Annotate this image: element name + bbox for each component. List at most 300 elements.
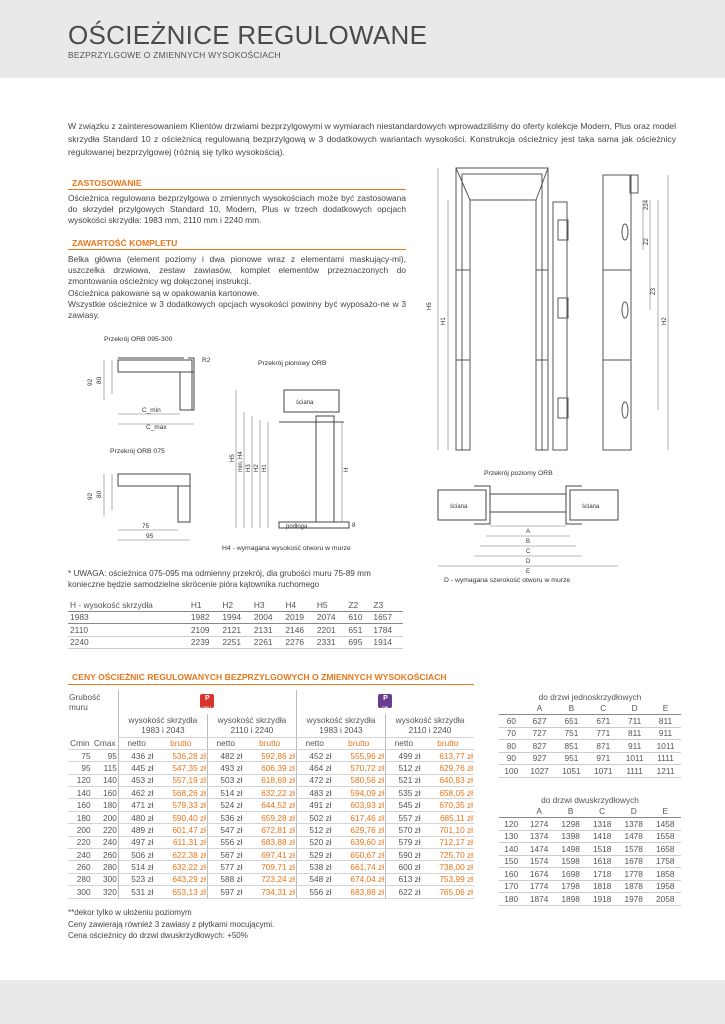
- header-cell: H4: [283, 599, 315, 611]
- dim-z3-label: Z3: [651, 287, 657, 295]
- pionowy-drawing: [224, 372, 364, 542]
- table-cell: 503 zł: [208, 774, 244, 786]
- table-header-row: [68, 690, 474, 714]
- table-cell: 590 zł: [386, 849, 422, 861]
- orb075-drawing: [84, 460, 204, 545]
- table-cell: 436 zł: [118, 749, 154, 761]
- table-cell: 1818: [586, 880, 618, 893]
- table-row: [68, 836, 474, 848]
- table-cell: 613,77 zł: [422, 749, 474, 761]
- netto-header: netto: [118, 737, 154, 749]
- brutto-header: brutto: [333, 737, 386, 749]
- dim-c-label: C: [526, 549, 531, 555]
- table-cell: 674,04 zł: [333, 873, 386, 885]
- dim-a-label: A: [526, 529, 531, 535]
- h4-caption: H4 - wymagana wysokość otworu w murze: [222, 545, 351, 552]
- table-row: [68, 799, 474, 811]
- table-cell: 2019: [283, 611, 315, 624]
- table-cell: 2331: [315, 636, 347, 649]
- table-cell: 1051: [556, 765, 588, 778]
- single-door-table: [499, 691, 681, 778]
- header-cell: C: [586, 806, 618, 818]
- table-cell: 2276: [283, 636, 315, 649]
- table-cell: 506 zł: [118, 849, 154, 861]
- dim-80b-label: 80: [96, 490, 103, 498]
- table-cell: 1958: [649, 880, 681, 893]
- table-cell: 671: [587, 715, 619, 728]
- table-row: [68, 774, 474, 786]
- table-cell: 557 zł: [386, 811, 422, 823]
- table-cell: 2109: [189, 624, 221, 637]
- table-header-row: [68, 714, 474, 737]
- table-cell: 1474: [523, 843, 555, 856]
- note-line: **dekor tylko w ułożeniu poziomym: [68, 908, 192, 917]
- table-cell: 512 zł: [296, 824, 332, 836]
- table-cell: 751: [556, 727, 588, 740]
- table-cell: 1657: [371, 611, 403, 624]
- table-cell: 100: [499, 765, 524, 778]
- table-cell: 536,28 zł: [154, 749, 207, 761]
- dim-92b-label: 92: [87, 492, 94, 500]
- table-cell: 712,17 zł: [422, 836, 474, 848]
- wys2-header: wysokość skrzydła 2110 i 2240: [386, 714, 474, 737]
- table-cell: 523 zł: [118, 873, 154, 885]
- table-cell: 643,29 zł: [154, 873, 207, 885]
- page-subtitle: BEZPRZYLGOWE O ZMIENNYCH WYSOKOŚCIACH: [68, 50, 281, 60]
- cmax-header: Cmax: [92, 737, 119, 749]
- table-cell: 594,09 zł: [333, 787, 386, 799]
- table-cell: 493 zł: [208, 762, 244, 774]
- table-title-row: [499, 794, 681, 806]
- header-cell: H - wysokość skrzydła: [68, 599, 189, 611]
- table-cell: 115: [92, 762, 119, 774]
- intro-text: W związku z zainteresowaniem Klientów drzwiami bezprzylgowymi w wymiarach niestandardowych wprowadziliśmy do oferty kolekcje Modern, Plus oraz model skrzydła Standard 10 z ościeżnicą regulowaną bezprzylgową w 3 dodatkowych wariantach wysokości. Konstrukcja ościeżnicy jest taka sama jak ościeżnicy regulowanej bezprzylgowej (różnią się tylko wysokością).: [68, 121, 676, 157]
- table-row: [68, 762, 474, 774]
- dim-z2-label: Z2: [644, 237, 650, 245]
- table-cell: 1111: [619, 765, 650, 778]
- table-cell: 695: [346, 636, 371, 649]
- table-cell: 2131: [252, 624, 284, 637]
- double-door-table: [499, 794, 681, 906]
- dim-b-label: B: [526, 539, 531, 545]
- table-cell: 590,40 zł: [154, 811, 207, 823]
- dim-80-label: 80: [96, 376, 103, 384]
- table-header-row: [68, 737, 474, 749]
- table-cell: 640,83 zł: [422, 774, 474, 786]
- dim-95-label: 95: [146, 533, 154, 540]
- header-cell: D: [619, 703, 650, 715]
- table-cell: 2240: [68, 636, 189, 649]
- table-cell: 811: [619, 727, 650, 740]
- table-cell: 632,22 zł: [154, 861, 207, 873]
- h-sciana-left: ściana: [450, 504, 468, 510]
- table-cell: 1674: [523, 868, 555, 881]
- table-cell: 613 zł: [386, 873, 422, 885]
- table-cell: 491 zł: [296, 799, 332, 811]
- table-cell: 2201: [315, 624, 347, 637]
- cell-badge-icon: P CELL: [202, 694, 213, 710]
- table-cell: 499 zł: [386, 749, 422, 761]
- table-cell: 170: [499, 880, 523, 893]
- table-cell: 579 zł: [386, 836, 422, 848]
- table-row: [499, 855, 681, 868]
- table-cell: 160: [92, 787, 119, 799]
- table-cell: 531 zł: [118, 886, 154, 898]
- table-cell: 725,70 zł: [422, 849, 474, 861]
- table-cell: 1518: [586, 843, 618, 856]
- table-cell: 629,76 zł: [333, 824, 386, 836]
- double-door-body: [499, 818, 681, 906]
- table-cell: 489 zł: [118, 824, 154, 836]
- table-cell: 452 zł: [296, 749, 332, 761]
- table-cell: 2074: [315, 611, 347, 624]
- uwaga-note: * UWAGA: ościeżnica 075-095 ma odmienny przekrój, dla grubości muru 75-89 mm konieczne będzie samodzielne skrócenie piórа kątownika ruchomego: [68, 569, 371, 589]
- table-cell: 1983: [68, 611, 189, 624]
- table-cell: 723,24 zł: [244, 873, 297, 885]
- dim-d-label: D: [526, 559, 531, 565]
- table-cell: 1011: [650, 740, 681, 753]
- table-cell: 2004: [252, 611, 284, 624]
- r2-label: R2: [202, 357, 211, 364]
- table-cell: 683,88 zł: [244, 836, 297, 848]
- price-table: [68, 690, 474, 899]
- price-table-body: [68, 749, 474, 898]
- table-cell: 70: [499, 727, 524, 740]
- v-h4-label: min. H4: [238, 451, 244, 472]
- header-cell: [499, 806, 523, 818]
- table-row: [68, 611, 403, 624]
- table-cell: 1874: [523, 893, 555, 906]
- table-cell: 520 zł: [296, 836, 332, 848]
- header-cell: Z2: [346, 599, 371, 611]
- table-cell: 462 zł: [118, 787, 154, 799]
- zastosowanie-heading: ZASTOSOWANIE: [72, 178, 142, 188]
- v-h-label: H: [344, 467, 350, 472]
- brutto-header: brutto: [244, 737, 297, 749]
- v-h3-label: H3: [246, 464, 252, 472]
- table-cell: 1578: [618, 843, 650, 856]
- height-table-body: [68, 611, 403, 649]
- table-cell: 548 zł: [296, 873, 332, 885]
- table-cell: 618,69 zł: [244, 774, 297, 786]
- wys1-header: wysokość skrzydła 1983 i 2043: [118, 714, 207, 737]
- table-cell: 622,38 zł: [154, 849, 207, 861]
- header-cell: [499, 703, 524, 715]
- table-cell: 2146: [283, 624, 315, 637]
- wys1-header: wysokość skrzydła 1983 i 2043: [296, 714, 385, 737]
- table-cell: 601,47 zł: [154, 824, 207, 836]
- orb095-label: Przekrój ORB 095-300: [104, 336, 173, 343]
- table-cell: 90: [499, 752, 524, 765]
- table-cell: 765,06 zł: [422, 886, 474, 898]
- netto-header: netto: [296, 737, 332, 749]
- page-title: OŚCIEŻNICE REGULOWANE: [68, 20, 428, 50]
- cmin-label: C_min: [142, 407, 161, 414]
- table-row: [68, 861, 474, 873]
- table-cell: 557,19 zł: [154, 774, 207, 786]
- table-row: [499, 727, 681, 740]
- single-door-body: [499, 715, 681, 778]
- table-cell: 60: [499, 715, 524, 728]
- table-cell: 180: [68, 811, 92, 823]
- table-cell: 1858: [649, 868, 681, 881]
- table-cell: 567 zł: [208, 849, 244, 861]
- table-cell: 661,74 zł: [333, 861, 386, 873]
- poziomy-drawing: [436, 482, 620, 577]
- table-cell: 577 zł: [208, 861, 244, 873]
- table-cell: 514 zł: [208, 787, 244, 799]
- table-cell: 1698: [555, 868, 587, 881]
- pionowy-label: Przekrój pionowy ORB: [258, 360, 327, 367]
- table-row: [68, 811, 474, 823]
- table-title-row: [499, 691, 681, 703]
- table-cell: 180: [499, 893, 523, 906]
- table-cell: 240: [68, 849, 92, 861]
- table-row: [68, 873, 474, 885]
- netto-header: netto: [208, 737, 244, 749]
- header-cell: B: [555, 806, 587, 818]
- zawartosc-line-1: Belka główna (element poziomy i dwa pionowe wraz z elementami maskujący-mi), uszczelka drzwiowa, zestaw zawiasów, komplet elementów przeznaczonych do zmontowania ościeżnicy wg dołączonej instrukcji.: [68, 254, 406, 287]
- table-cell: 1418: [586, 830, 618, 843]
- table-cell: 260: [68, 861, 92, 873]
- table-cell: 140: [92, 774, 119, 786]
- table-cell: 697,41 zł: [244, 849, 297, 861]
- table-cell: 320: [92, 886, 119, 898]
- table-row: [68, 886, 474, 898]
- table-cell: 240: [92, 836, 119, 848]
- zawartosc-line-3: Wszystkie ościeżnice w 3 dodatkowych opcjach wysokości powinny być wyposażo-ne w 3 zawiasy.: [68, 298, 406, 321]
- table-cell: 95: [92, 749, 119, 761]
- table-cell: 260: [92, 849, 119, 861]
- table-cell: 592,86 zł: [244, 749, 297, 761]
- table-cell: 727: [524, 727, 556, 740]
- table-title: do drzwi dwuskrzydłowych: [541, 794, 639, 805]
- table-cell: 120: [68, 774, 92, 786]
- table-row: [499, 880, 681, 893]
- prices-heading: CENY OŚCIEŻNIC REGULOWANYCH BEZPRZYLGOWYCH O ZMIENNYCH WYSOKOŚCIACH: [72, 672, 447, 682]
- table-cell: 610: [346, 611, 371, 624]
- cmax-label: C_max: [146, 424, 167, 431]
- table-cell: 580,56 zł: [333, 774, 386, 786]
- table-row: [68, 787, 474, 799]
- table-cell: 579,33 zł: [154, 799, 207, 811]
- table-cell: 529 zł: [296, 849, 332, 861]
- table-cell: 220: [92, 824, 119, 836]
- table-cell: 1758: [649, 855, 681, 868]
- table-cell: 160: [68, 799, 92, 811]
- table-cell: 570,72 zł: [333, 762, 386, 774]
- table-row: [499, 752, 681, 765]
- table-cell: 556 zł: [296, 886, 332, 898]
- table-cell: 472 zł: [296, 774, 332, 786]
- table-cell: 280: [68, 873, 92, 885]
- table-cell: 570 zł: [386, 824, 422, 836]
- header-cell: B: [556, 703, 588, 715]
- table-cell: 1298: [555, 818, 587, 831]
- table-cell: 927: [524, 752, 556, 765]
- table-cell: 653,13 zł: [154, 886, 207, 898]
- table-cell: 556 zł: [208, 836, 244, 848]
- table-cell: 120: [499, 818, 523, 831]
- table-cell: 711: [619, 715, 650, 728]
- header-cell: H3: [252, 599, 284, 611]
- table-cell: 1558: [649, 830, 681, 843]
- table-header-row: [68, 599, 403, 611]
- table-cell: 670,35 zł: [422, 799, 474, 811]
- table-cell: 1111: [650, 752, 681, 765]
- header-cell: E: [650, 703, 681, 715]
- table-cell: 1378: [618, 818, 650, 831]
- table-cell: 464 zł: [296, 762, 332, 774]
- table-cell: 524 zł: [208, 799, 244, 811]
- table-cell: 482 zł: [208, 749, 244, 761]
- table-cell: 1778: [618, 868, 650, 881]
- v-h2-label: H2: [254, 464, 260, 472]
- table-cell: 1784: [371, 624, 403, 637]
- table-cell: 1618: [586, 855, 618, 868]
- table-cell: 1498: [555, 843, 587, 856]
- table-cell: 911: [650, 727, 681, 740]
- orb095-drawing: [84, 350, 224, 435]
- header-cell: H5: [315, 599, 347, 611]
- table-cell: 683,88 zł: [333, 886, 386, 898]
- dim-e-label: E: [526, 569, 531, 575]
- table-cell: 535 zł: [386, 787, 422, 799]
- brutto-header: brutto: [422, 737, 474, 749]
- table-cell: 709,71 zł: [244, 861, 297, 873]
- v-h1-label: H1: [262, 464, 268, 472]
- table-cell: 771: [587, 727, 619, 740]
- page-header: [0, 0, 725, 78]
- table-cell: 588 zł: [208, 873, 244, 885]
- table-cell: 1274: [523, 818, 555, 831]
- table-cell: 1878: [618, 880, 650, 893]
- table-cell: 753,99 zł: [422, 873, 474, 885]
- grubosc-header: Grubość muru: [69, 692, 101, 712]
- table-cell: 1398: [555, 830, 587, 843]
- table-cell: 536 zł: [208, 811, 244, 823]
- dim-h1-label: H1: [441, 317, 447, 325]
- table-cell: 453 zł: [118, 774, 154, 786]
- table-cell: 622 zł: [386, 886, 422, 898]
- table-cell: 75: [68, 749, 92, 761]
- brutto-header: brutto: [154, 737, 207, 749]
- table-cell: 150: [499, 855, 523, 868]
- table-cell: 140: [499, 843, 523, 856]
- table-cell: 521 zł: [386, 774, 422, 786]
- table-row: [499, 740, 681, 753]
- v-8-label: 8: [352, 523, 356, 529]
- table-cell: 911: [619, 740, 650, 753]
- table-row: [68, 749, 474, 761]
- table-header-row: [499, 703, 681, 715]
- table-cell: 1027: [524, 765, 556, 778]
- note-line: Cena ościeżnicy do drzwi dwuskrzydłowych: +50%: [68, 931, 248, 940]
- table-cell: 1774: [523, 880, 555, 893]
- table-cell: 545 zł: [386, 799, 422, 811]
- table-cell: 200: [92, 811, 119, 823]
- dim-75-label: 75: [142, 523, 150, 530]
- table-cell: 658,05 zł: [422, 787, 474, 799]
- table-cell: 2121: [220, 624, 252, 637]
- table-cell: 1374: [523, 830, 555, 843]
- divider: [68, 684, 474, 685]
- table-row: [68, 636, 403, 649]
- dim-92-label: 92: [87, 378, 94, 386]
- table-cell: 597 zł: [208, 886, 244, 898]
- table-cell: 471 zł: [118, 799, 154, 811]
- table-cell: 611,31 zł: [154, 836, 207, 848]
- table-cell: 701,10 zł: [422, 824, 474, 836]
- table-cell: 497 zł: [118, 836, 154, 848]
- table-cell: 1071: [587, 765, 619, 778]
- price-notes: [68, 907, 274, 942]
- dim-224-label: 224: [644, 199, 650, 210]
- zastosowanie-text: Ościeżnica regulowana bezprzylgowa o zmiennych wysokościach może być zastosowana do skrzydeł przylgowych Standard 10, Modern, Plus w trzech dodatkowych opcjach wysokości skrzydła: 1983 mm, 2110 mm i 2240 mm.: [68, 193, 406, 226]
- table-cell: 2239: [189, 636, 221, 649]
- note-line: Ceny zawierają również 3 zawiasy z płytkami mocującymi.: [68, 919, 275, 929]
- table-cell: 951: [556, 752, 588, 765]
- table-cell: 1982: [189, 611, 221, 624]
- table-cell: 1574: [523, 855, 555, 868]
- table-cell: 738,00 zł: [422, 861, 474, 873]
- table-cell: 1898: [555, 893, 587, 906]
- table-cell: 514 zł: [118, 861, 154, 873]
- table-cell: 1478: [618, 830, 650, 843]
- table-cell: 672,81 zł: [244, 824, 297, 836]
- table-cell: 1658: [649, 843, 681, 856]
- table-cell: 568,26 zł: [154, 787, 207, 799]
- table-cell: 1678: [618, 855, 650, 868]
- header-cell: Z3: [371, 599, 403, 611]
- d-caption: D - wymagana szerokość otworu w murze: [444, 577, 571, 584]
- table-cell: 1458: [649, 818, 681, 831]
- table-cell: 1798: [555, 880, 587, 893]
- table-cell: 512 zł: [386, 762, 422, 774]
- h-sciana-right: ściana: [582, 504, 600, 510]
- table-cell: 627: [524, 715, 556, 728]
- table-cell: 95: [68, 762, 92, 774]
- header-cell: H1: [189, 599, 221, 611]
- table-cell: 811: [650, 715, 681, 728]
- header-cell: H2: [220, 599, 252, 611]
- orb075-label: Przekrój ORB 075: [110, 448, 165, 455]
- header-cell: A: [523, 806, 555, 818]
- page-footer: [0, 980, 725, 1024]
- table-cell: 2261: [252, 636, 284, 649]
- table-row: [499, 765, 681, 778]
- table-cell: 445 zł: [118, 762, 154, 774]
- table-cell: 1211: [650, 765, 681, 778]
- table-cell: 547,35 zł: [154, 762, 207, 774]
- table-cell: 220: [68, 836, 92, 848]
- table-cell: 659,28 zł: [244, 811, 297, 823]
- table-cell: 827: [524, 740, 556, 753]
- cell-badge-cell: [118, 690, 296, 714]
- table-cell: 160: [499, 868, 523, 881]
- table-cell: 547 zł: [208, 824, 244, 836]
- table-cell: 80: [499, 740, 524, 753]
- table-cell: 871: [587, 740, 619, 753]
- table-cell: 639,60 zł: [333, 836, 386, 848]
- table-cell: 538 zł: [296, 861, 332, 873]
- table-cell: 606,39 zł: [244, 762, 297, 774]
- dim-h5-label: H5: [427, 302, 433, 310]
- table-cell: 502 zł: [296, 811, 332, 823]
- table-cell: 603,93 zł: [333, 799, 386, 811]
- netto-header: netto: [386, 737, 422, 749]
- sciana-label: ściana: [296, 400, 314, 406]
